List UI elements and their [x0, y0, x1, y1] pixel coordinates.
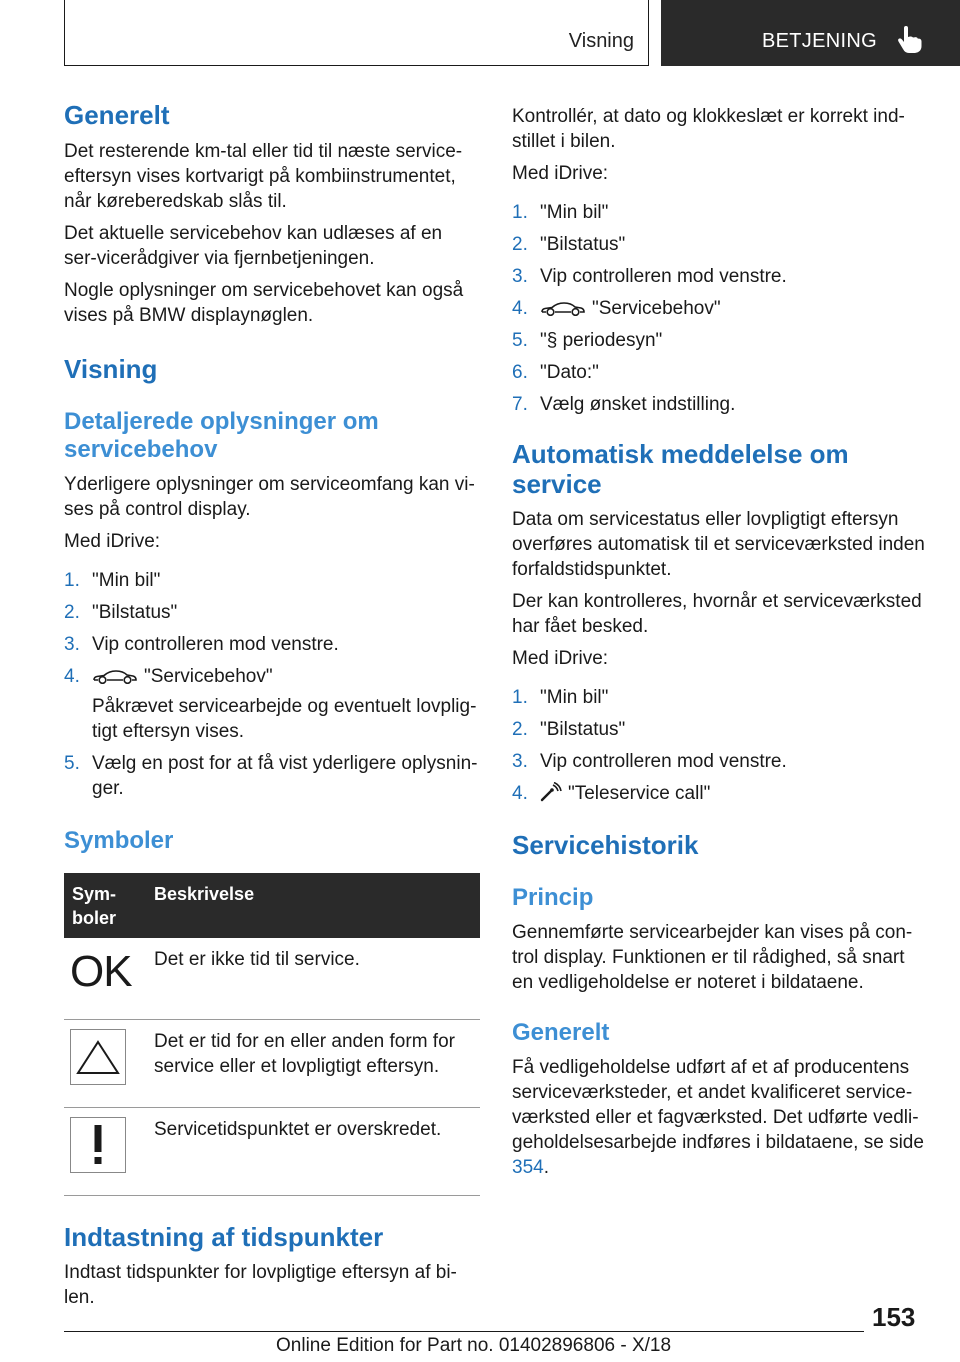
list-item	[512, 328, 928, 353]
paragraph: Kontrollér, at dato og klokkeslæt er korrekt ind-stillet i bilen.	[512, 106, 905, 152]
heading-servicehistorik: Servicehistorik	[512, 830, 699, 860]
step-text: "Bilstatus"	[540, 719, 626, 740]
list-item	[512, 296, 928, 321]
page-number: 153	[872, 1302, 916, 1332]
right-column	[512, 104, 928, 1180]
list-item	[64, 600, 480, 625]
step-number: 7.	[512, 394, 528, 415]
footer-edition: Online Edition for Part no. 01402896806 - X/18	[276, 1335, 672, 1356]
step-text: "Servicebehov"	[592, 298, 721, 319]
list-item	[64, 751, 480, 801]
paragraph: Data om servicestatus eller lovpligtigt eftersyn overføres automatisk til et serviceværksted inden forfaldstidspunktet.	[512, 509, 925, 580]
table-header-symbols: Sym-boler	[64, 873, 146, 938]
step-text: Vip controlleren mod venstre.	[540, 266, 787, 287]
heading-generelt-2: Generelt	[512, 1019, 610, 1046]
car-icon	[92, 668, 138, 684]
step-text: Vælg ønsket indstilling.	[540, 394, 736, 415]
heading-princip: Princip	[512, 884, 594, 911]
table-row	[64, 1108, 480, 1196]
table-cell-description: Det er ikke tid til service.	[146, 938, 480, 1020]
step-text: Vip controlleren mod venstre.	[92, 634, 339, 655]
exclamation-icon	[70, 1117, 126, 1173]
heading-symboler: Symboler	[64, 827, 174, 854]
steps-list	[64, 568, 480, 801]
list-item	[64, 568, 480, 593]
table-cell-description: Det er tid for en eller anden form for service eller et lovpligtigt eftersyn.	[146, 1020, 480, 1108]
step-text: "Bilstatus"	[540, 234, 626, 255]
list-item	[64, 632, 480, 657]
paragraph-text: Få vedligeholdelse udført af et af producentens serviceværksteder, et andet kvalificeret service-værksted eller et fagværksted. Det udførte vedli-geholdelsesarbejde indføres i bildataene, se side	[512, 1057, 924, 1153]
list-item	[512, 200, 928, 225]
ok-icon: OK	[70, 947, 132, 996]
heading-indtastning: Indtastning af tidspunkter	[64, 1222, 384, 1252]
left-column	[64, 100, 480, 1310]
step-number: 3.	[512, 266, 528, 287]
paragraph: Med iDrive:	[512, 163, 609, 184]
list-item	[512, 781, 928, 806]
heading-detaljerede: Detaljerede oplysninger om servicebehov	[64, 408, 379, 463]
paragraph	[512, 1055, 928, 1180]
paragraph: Med iDrive:	[64, 531, 161, 552]
paragraph: Der kan kontrolleres, hvornår et serviceværksted har fået besked.	[512, 591, 922, 637]
list-item	[512, 717, 928, 742]
step-text: "Dato:"	[540, 362, 599, 383]
step-text: "§ periodesyn"	[540, 330, 663, 351]
page-link[interactable]: 354	[512, 1157, 544, 1178]
step-text: "Servicebehov"	[144, 666, 273, 687]
heading-generelt: Generelt	[64, 100, 170, 130]
step-subtext: Påkrævet servicearbejde og eventuelt lovplig-tigt eftersyn vises.	[92, 696, 477, 742]
symbols-table	[64, 873, 480, 1196]
header-section-box	[64, 0, 649, 66]
step-number: 2.	[512, 719, 528, 740]
list-item	[512, 232, 928, 257]
header-chapter-title: BETJENING	[762, 30, 877, 52]
list-item	[512, 392, 928, 417]
step-number: 1.	[64, 570, 80, 591]
steps-list	[512, 685, 928, 806]
step-number: 3.	[64, 634, 80, 655]
step-number: 4.	[512, 298, 528, 319]
hand-pointer-icon	[896, 26, 922, 54]
list-item	[512, 264, 928, 289]
step-number: 3.	[512, 751, 528, 772]
list-item	[64, 664, 480, 744]
step-text: "Bilstatus"	[92, 602, 178, 623]
heading-visning: Visning	[64, 354, 158, 384]
paragraph: Nogle oplysninger om servicebehovet kan også vises på BMW displaynøglen.	[64, 280, 464, 326]
step-text: Vip controlleren mod venstre.	[540, 751, 787, 772]
step-text: "Teleservice call"	[568, 783, 711, 804]
steps-list	[512, 200, 928, 417]
step-number: 6.	[512, 362, 528, 383]
table-cell-description: Servicetidspunktet er overskredet.	[146, 1108, 480, 1196]
list-item	[512, 749, 928, 774]
header-chapter-box	[661, 0, 960, 66]
warning-triangle-icon	[70, 1029, 126, 1085]
step-number: 5.	[512, 330, 528, 351]
step-number: 5.	[64, 753, 80, 774]
step-number: 2.	[64, 602, 80, 623]
teleservice-icon	[540, 782, 562, 802]
step-text: "Min bil"	[92, 570, 161, 591]
step-number: 4.	[64, 666, 80, 687]
table-row	[64, 938, 480, 1020]
paragraph: Det aktuelle servicebehov kan udlæses af en ser-vicerådgiver via fjernbetjeningen.	[64, 223, 443, 269]
paragraph: Yderligere oplysninger om serviceomfang kan vi-ses på control display.	[64, 474, 475, 520]
paragraph: Gennemførte servicearbejder kan vises på con-trol display. Funktionen er til rådighed, så snart en vedligeholdelse er noteret i bildataene.	[512, 922, 913, 993]
paragraph: Det resterende km-tal eller tid til næste service-eftersyn vises kortvarigt på kombiinstrumentet, når køreberedskab slås til.	[64, 141, 463, 212]
step-number: 1.	[512, 202, 528, 223]
table-header-description: Beskrivelse	[146, 873, 480, 938]
step-number: 1.	[512, 687, 528, 708]
paragraph: Indtast tidspunkter for lovpligtige eftersyn af bi-len.	[64, 1262, 457, 1308]
paragraph-end: .	[543, 1157, 549, 1178]
car-icon	[540, 300, 586, 316]
step-number: 4.	[512, 783, 528, 804]
step-text: Vælg en post for at få vist yderligere oplysnin-ger.	[92, 753, 478, 799]
table-row	[64, 1020, 480, 1108]
step-text: "Min bil"	[540, 202, 609, 223]
header-section-title: Visning	[568, 30, 634, 52]
step-text: "Min bil"	[540, 687, 609, 708]
footer-divider	[64, 1331, 864, 1332]
paragraph: Med iDrive:	[512, 648, 609, 669]
heading-automatisk: Automatisk meddelelse om service	[512, 439, 849, 499]
list-item	[512, 685, 928, 710]
step-number: 2.	[512, 234, 528, 255]
list-item	[512, 360, 928, 385]
